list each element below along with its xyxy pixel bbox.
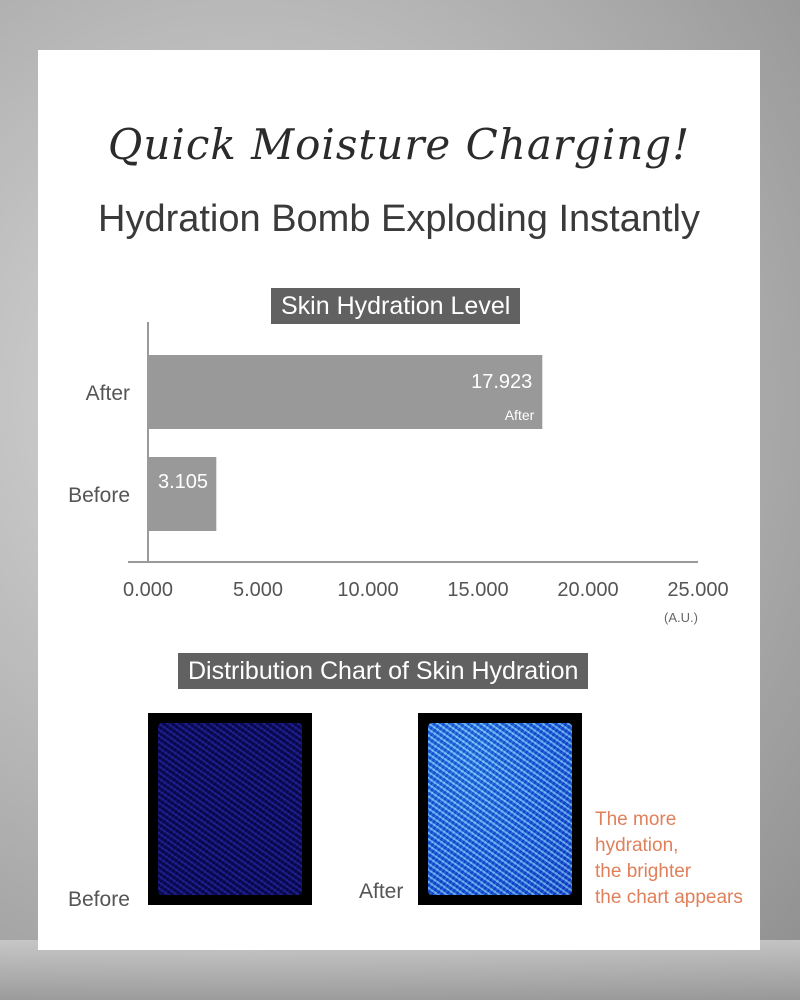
- hydration-map-before-texture: [158, 723, 302, 895]
- hydration-note: [595, 807, 743, 911]
- note-line: the chart appears: [595, 887, 743, 908]
- hydration-map-after-texture: [428, 723, 572, 895]
- note-line: The more: [595, 809, 677, 830]
- bar-before: [148, 457, 216, 531]
- chart-title: Skin Hydration Level: [271, 288, 520, 324]
- infographic-card: [38, 50, 760, 950]
- bar-sublabel: After: [504, 407, 535, 423]
- x-tick-label: 5.000: [232, 579, 284, 601]
- note-line: hydration,: [595, 835, 679, 856]
- page-subtitle: Hydration Bomb Exploding Instantly: [98, 198, 700, 240]
- distribution-title: Distribution Chart of Skin Hydration: [178, 653, 588, 689]
- category-label-after: After: [85, 382, 130, 405]
- x-tick-label: 25.000: [667, 579, 729, 601]
- hydration-bar-chart: [38, 50, 760, 650]
- map-caption-after: After: [359, 880, 404, 903]
- page-title: Quick Moisture Charging!: [107, 120, 691, 169]
- x-tick-label: 20.000: [557, 579, 619, 601]
- x-tick-label: 15.000: [447, 579, 509, 601]
- x-axis-unit: (A.U.): [664, 610, 698, 625]
- hydration-map-after: [418, 713, 582, 905]
- hydration-map-before: [148, 713, 312, 905]
- category-label-before: Before: [68, 484, 130, 507]
- x-tick-label: 0.000: [122, 579, 174, 601]
- map-caption-before: Before: [68, 888, 130, 911]
- data-label: 17.923: [471, 371, 533, 393]
- note-line: the brighter: [595, 861, 692, 882]
- x-tick-label: 10.000: [337, 579, 399, 601]
- data-label: 3.105: [158, 471, 209, 493]
